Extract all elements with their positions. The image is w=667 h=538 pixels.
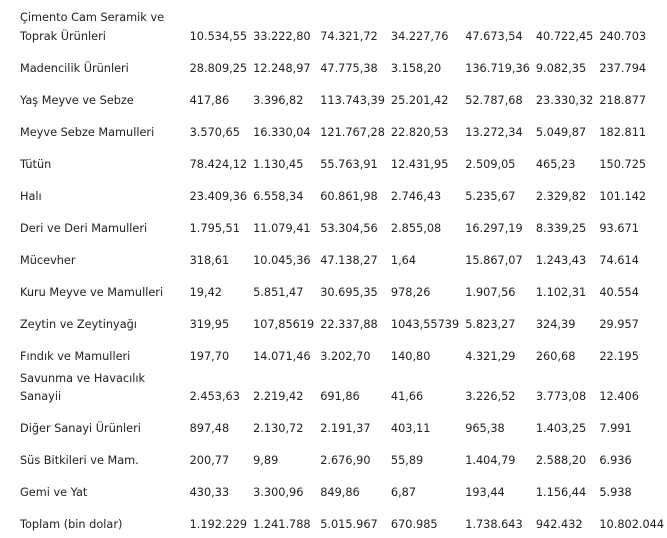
value-cell: 78.424,12 — [189, 158, 248, 171]
value-cell: 3.226,52 — [465, 390, 516, 403]
sector-name-cell: Gemi ve Yat — [20, 486, 88, 499]
value-cell: 6.558,34 — [253, 190, 304, 203]
value-cell: 23.330,32 — [535, 94, 594, 107]
value-cell: 1.102,31 — [535, 286, 587, 299]
value-cell: 30.695,35 — [320, 286, 378, 299]
value-cell: 19,42 — [189, 286, 222, 299]
export-table — [14, 8, 667, 538]
value-cell: 324,39 — [535, 318, 576, 331]
value-cell: 28.809,25 — [189, 62, 248, 75]
value-cell: 1.907,56 — [465, 286, 516, 299]
value-cell: 10.045,36 — [253, 254, 311, 267]
value-cell: 218.877 — [599, 94, 647, 107]
value-cell: 9,89 — [253, 454, 279, 467]
value-cell: 1.404,79 — [465, 454, 516, 467]
value-cell: 136.719,36 — [465, 62, 530, 75]
table-row — [14, 82, 667, 114]
value-cell: 260,68 — [535, 350, 576, 363]
value-cell: 33.222,80 — [253, 30, 311, 43]
value-cell: 240.703 — [599, 30, 647, 43]
value-cell: 40.722,45 — [535, 30, 594, 43]
value-cell: 965,38 — [465, 422, 505, 435]
value-cell: 2.130,72 — [253, 422, 304, 435]
value-cell: 1.130,45 — [253, 158, 304, 171]
total-row — [14, 506, 667, 538]
sector-name-cell: Fındık ve Mamulleri — [20, 350, 131, 363]
value-cell: 52.787,68 — [465, 94, 523, 107]
value-cell: 16.330,04 — [253, 126, 311, 139]
value-cell: 40.554 — [599, 286, 639, 299]
value-cell: 5.015.967 — [320, 518, 378, 531]
value-cell: 23.409,36 — [189, 190, 248, 203]
sector-name-cell: Diğer Sanayi Ürünleri — [20, 422, 141, 435]
value-cell: 25.201,42 — [390, 94, 449, 107]
value-cell: 1.795,51 — [189, 222, 240, 235]
value-cell: 53.304,56 — [320, 222, 378, 235]
table-row — [14, 410, 667, 442]
value-cell: 1.243,43 — [535, 254, 587, 267]
sector-name-cell: Meyve Sebze Mamulleri — [20, 126, 155, 139]
table-row — [14, 274, 667, 306]
table-row — [14, 178, 667, 210]
value-cell: 107,85619 — [253, 318, 315, 331]
value-cell: 7.991 — [599, 422, 632, 435]
value-cell: 6,87 — [390, 486, 417, 499]
value-cell: 12.406 — [599, 390, 639, 403]
value-cell: 1.156,44 — [535, 486, 587, 499]
sector-name-cell: Deri ve Deri Mamulleri — [20, 222, 148, 235]
table-row — [14, 306, 667, 338]
value-cell: 8.339,25 — [535, 222, 587, 235]
sector-name-cell: Halı — [20, 190, 42, 203]
value-cell: 2.453,63 — [189, 390, 240, 403]
value-cell: 1043,55739 — [390, 318, 460, 331]
value-cell: 14.071,46 — [253, 350, 311, 363]
value-cell: 34.227,76 — [390, 30, 449, 43]
value-cell: 978,26 — [390, 286, 431, 299]
value-cell: 182.811 — [599, 126, 647, 139]
table-row — [14, 210, 667, 242]
table-row — [14, 370, 667, 410]
value-cell: 12.431,95 — [390, 158, 449, 171]
sector-name-cell: Kuru Meyve ve Mamulleri — [20, 286, 164, 299]
table-row — [14, 8, 667, 50]
value-cell: 29.957 — [599, 318, 639, 331]
sector-name-cell: Zeytin ve Zeytinyağı — [20, 318, 137, 331]
value-cell: 6.936 — [599, 454, 632, 467]
value-cell: 47.138,27 — [320, 254, 378, 267]
table-row — [14, 474, 667, 506]
value-cell: 2.588,20 — [535, 454, 587, 467]
sector-name-cell: Mücevher — [20, 254, 76, 267]
value-cell: 41,66 — [390, 390, 424, 403]
value-cell: 3.773,08 — [535, 390, 587, 403]
value-cell: 1,64 — [390, 254, 417, 267]
table-row — [14, 146, 667, 178]
sector-name-cell: Süs Bitkileri ve Mam. — [20, 454, 139, 467]
value-cell: 1.241.788 — [253, 518, 311, 531]
value-cell: 3.202,70 — [320, 350, 371, 363]
value-cell: 1.738.643 — [465, 518, 523, 531]
value-cell: 2.191,37 — [320, 422, 371, 435]
value-cell: 121.767,28 — [320, 126, 385, 139]
value-cell: 3.570,65 — [189, 126, 240, 139]
value-cell: 2.855,08 — [390, 222, 442, 235]
value-cell: 2.676,90 — [320, 454, 371, 467]
value-cell: 113.743,39 — [320, 94, 385, 107]
value-cell: 101.142 — [599, 190, 647, 203]
value-cell: 3.396,82 — [253, 94, 304, 107]
sector-name-cell: Çimento Cam Seramik ve Toprak Ürünleri — [20, 11, 165, 43]
value-cell: 93.671 — [599, 222, 639, 235]
sector-name-cell: Savunma ve Havacılık Sanayii — [20, 372, 146, 403]
value-cell: 1.192.229 — [189, 518, 248, 531]
table-row — [14, 242, 667, 274]
value-cell: 5.049,87 — [535, 126, 587, 139]
value-cell: 60.861,98 — [320, 190, 378, 203]
value-cell: 15.867,07 — [465, 254, 523, 267]
value-cell: 430,33 — [189, 486, 230, 499]
value-cell: 465,23 — [535, 158, 576, 171]
value-cell: 197,70 — [189, 350, 230, 363]
value-cell: 9.082,35 — [535, 62, 587, 75]
value-cell: 11.079,41 — [253, 222, 311, 235]
value-cell: 4.321,29 — [465, 350, 516, 363]
value-cell: 237.794 — [599, 62, 647, 75]
value-cell: 47.673,54 — [465, 30, 523, 43]
table-row — [14, 50, 667, 82]
value-cell: 403,11 — [390, 422, 431, 435]
value-cell: 849,86 — [320, 486, 360, 499]
value-cell: 10.534,55 — [189, 30, 248, 43]
value-cell: 200,77 — [189, 454, 230, 467]
value-cell: 2.219,42 — [253, 390, 304, 403]
value-cell: 55,89 — [390, 454, 424, 467]
sector-name-cell: Yaş Meyve ve Sebze — [20, 94, 134, 107]
value-cell: 3.300,96 — [253, 486, 304, 499]
value-cell: 55.763,91 — [320, 158, 378, 171]
value-cell: 74.321,72 — [320, 30, 378, 43]
table-row — [14, 338, 667, 370]
value-cell: 22.195 — [599, 350, 639, 363]
value-cell: 691,86 — [320, 390, 360, 403]
sector-name-cell: Madencilik Ürünleri — [20, 62, 129, 75]
table-row — [14, 442, 667, 474]
table-row — [14, 114, 667, 146]
value-cell: 193,44 — [465, 486, 505, 499]
value-cell: 5.823,27 — [465, 318, 516, 331]
table-body — [14, 8, 667, 538]
value-cell: 47.775,38 — [320, 62, 378, 75]
value-cell: 150.725 — [599, 158, 647, 171]
sector-name-cell: Tütün — [20, 158, 52, 171]
value-cell: 5.235,67 — [465, 190, 516, 203]
value-cell: 5.851,47 — [253, 286, 304, 299]
value-cell: 140,80 — [390, 350, 431, 363]
value-cell: 1.403,25 — [535, 422, 587, 435]
sector-name-cell: Toplam (bin dolar) — [20, 518, 123, 531]
value-cell: 13.272,34 — [465, 126, 523, 139]
value-cell: 897,48 — [189, 422, 230, 435]
value-cell: 22.337,88 — [320, 318, 378, 331]
value-cell: 74.614 — [599, 254, 639, 267]
value-cell: 12.248,97 — [253, 62, 311, 75]
value-cell: 22.820,53 — [390, 126, 449, 139]
value-cell: 318,61 — [189, 254, 230, 267]
value-cell: 417,86 — [189, 94, 230, 107]
value-cell: 16.297,19 — [465, 222, 523, 235]
value-cell: 10.802.044 — [599, 518, 665, 531]
value-cell: 670.985 — [390, 518, 438, 531]
value-cell: 5.938 — [599, 486, 632, 499]
value-cell: 2.329,82 — [535, 190, 587, 203]
value-cell: 319,95 — [189, 318, 230, 331]
value-cell: 942.432 — [535, 518, 583, 531]
value-cell: 2.509,05 — [465, 158, 516, 171]
value-cell: 3.158,20 — [390, 62, 442, 75]
value-cell: 2.746,43 — [390, 190, 442, 203]
